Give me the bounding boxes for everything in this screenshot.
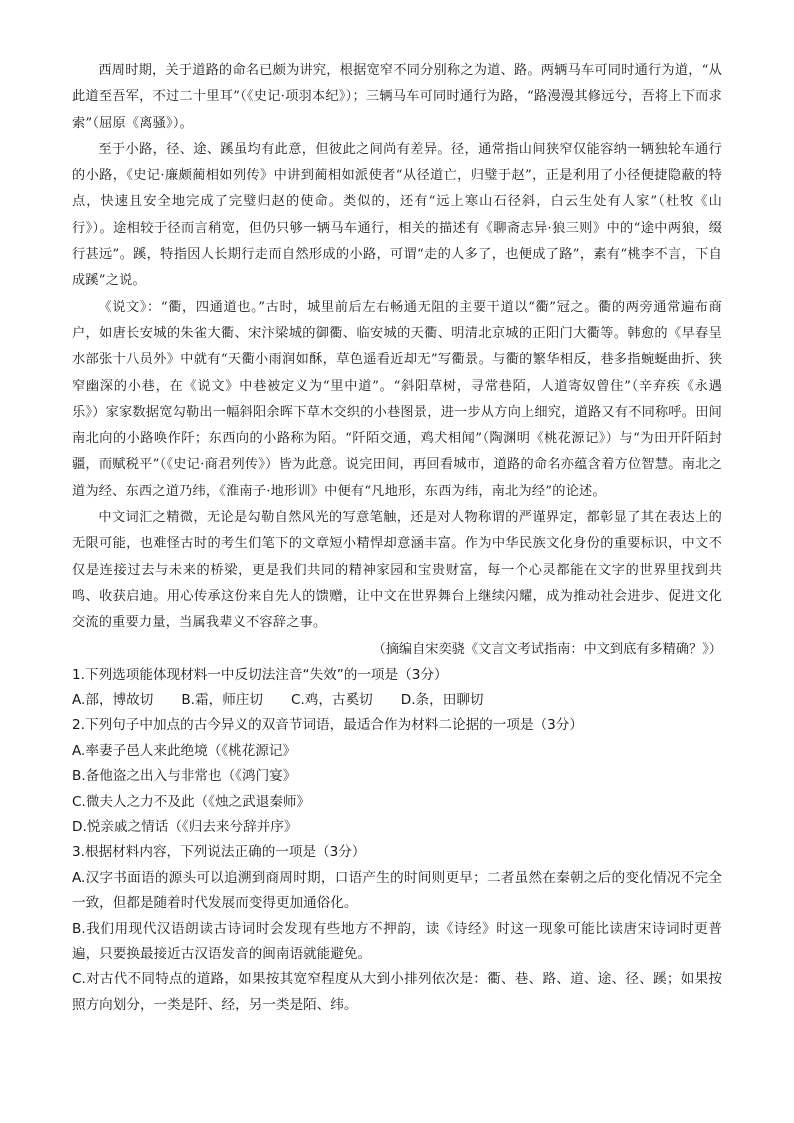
question-1-option-b[interactable]: B.霜，师庄切 [181, 691, 263, 708]
question-2-option-d[interactable]: D.悦亲戚之情话（《归去来兮辞并序》 [72, 818, 298, 835]
passage-paragraph-2: 至于小路，径、途、蹊虽均有此意，但彼此之间尚有差异。径，通常指山间狭窄仅能容纳一辆独轮车通行的小路，《史记·廉颇蔺相如列传》中讲到蔺相如派使者“从径道亡，归璧于赵”，正是利用了小径便捷隐蔽的特点，快速且安全地完成了完璧归赵的使命。类似的，还有“远上寒山石径斜，白云生处有人家”（杜牧《山行》）。途相较于径而言稍宽，但仍只够一辆马车通行，相关的描述有《聊斋志异·狼三则》中的“途中两狼，缀行甚远”。蹊，特指因人长期行走而自然形成的小路，可谓“走的人多了，也便成了路”，素有“桃李不言，下自成蹊”之说。 [72, 141, 722, 289]
question-2-stem: 2.下列句子中加点的古今异义的双音节词语，最适合作为材料二论据的一项是（3分） [72, 717, 583, 734]
question-1-options [72, 688, 722, 713]
question-2 [72, 713, 722, 840]
document-page [72, 58, 722, 1018]
question-2-option-b[interactable]: B.备他盗之出入与非常也（《鸿门宴》 [72, 768, 297, 785]
question-1 [72, 663, 722, 714]
question-2-option-a[interactable]: A.率妻子邑人来此绝境（《桃花源记》 [72, 742, 297, 759]
question-3-stem: 3.根据材料内容，下列说法正确的一项是（3分） [72, 844, 366, 861]
passage-source: （摘编自宋奕骁《文言文考试指南：中文到底有多精确？》） [372, 641, 722, 657]
question-3 [72, 840, 722, 1018]
question-1-option-c[interactable]: C.鸡，古奚切 [290, 691, 373, 708]
question-2-option-c[interactable]: C.微夫人之力不及此（《烛之武退秦师》 [72, 793, 311, 810]
question-3-option-b[interactable]: B.我们用现代汉语朗读古诗词时会发现有些地方不押韵，读《诗经》时这一现象可能比读唐宋诗词时更普遍，只要换最接近古汉语发音的闽南语就能避免。 [72, 920, 722, 962]
question-1-option-d[interactable]: D.条，田聊切 [400, 691, 484, 708]
question-1-stem: 1.下列选项能体现材料一中反切法注音“失效”的一项是（3分） [72, 666, 448, 683]
question-3-option-a[interactable]: A.汉字书面语的源头可以追溯到商周时期，口语产生的时间则更早；二者虽然在秦朝之后的变化情况不完全一致，但都是随着时代发展而变得更加通俗化。 [72, 869, 722, 912]
question-1-option-a[interactable]: A.部，博故切 [72, 691, 154, 708]
passage-paragraph-3: 《说文》：“衢，四通道也。”古时，城里前后左右畅通无阻的主要干道以“衢”冠之。衢的两旁通常遍布商户，如唐长安城的朱雀大衢、宋汴梁城的御衢、临安城的天衢、明清北京城的正阳门大衢等。韩愈的《早春呈水部张十八员外》中就有“天衢小雨润如酥，草色遥看近却无”写衢景。与衢的繁华相反，巷多指蜿蜒曲折、狭窄幽深的小巷，在《说文》中巷被定义为“里中道”。“斜阳草树，寻常巷陌，人道寄奴曾住”（辛弃疾《永遇乐》）家家数据宽勾勒出一幅斜阳余晖下草木交织的小巷图景，进一步从方向上细究，道路又有不同称呼。田间南北向的小路唤作阡；东西向的小路称为陌。“阡陌交通，鸡犬相闻”（陶渊明《桃花源记》）与“为田开阡陌封疆，而赋税平”（《史记·商君列传》）皆为此意。说完田间，再回看城市，道路的命名亦蕴含着方位智慧。南北之道为经、东西之道乃纬，《淮南子·地形训》中便有“凡地形，东西为纬，南北为经”的论述。 [72, 299, 722, 499]
question-3-option-c[interactable]: C.对古代不同特点的道路，如果按其宽窄程度从大到小排列依次是：衢、巷、路、道、途、径、蹊；如果按照方向划分，一类是阡、经，另一类是陌、纬。 [72, 971, 722, 1013]
passage-paragraph-1: 西周时期，关于道路的命名已颇为讲究，根据宽窄不同分别称之为道、路。两辆马车可同时通行为道，“从此道至吾军，不过二十里耳”（《史记·项羽本纪》）；三辆马车可同时通行为路，“路漫漫其修远兮，吾将上下而求索”（屈原《离骚》）。 [72, 63, 722, 131]
passage-paragraph-4: 中文词汇之精微，无论是勾勒自然风光的写意笔触，还是对人物称谓的严谨界定，都彰显了其在表达上的无限可能，也难怪古时的考生们笔下的文章短小精悍却意涵丰富。作为中华民族文化身份的重要标识，中文不仅是连接过去与未来的桥梁，更是我们共同的精神家园和宝贵财富，每一个心灵都能在文字的世界里找到共鸣、收获启迪。用心传承这份来自先人的馈赠，让中文在世界舞台上继续闪耀，成为推动社会进步、促进文化交流的重要力量，当属我辈义不容辞之事。 [72, 510, 722, 631]
